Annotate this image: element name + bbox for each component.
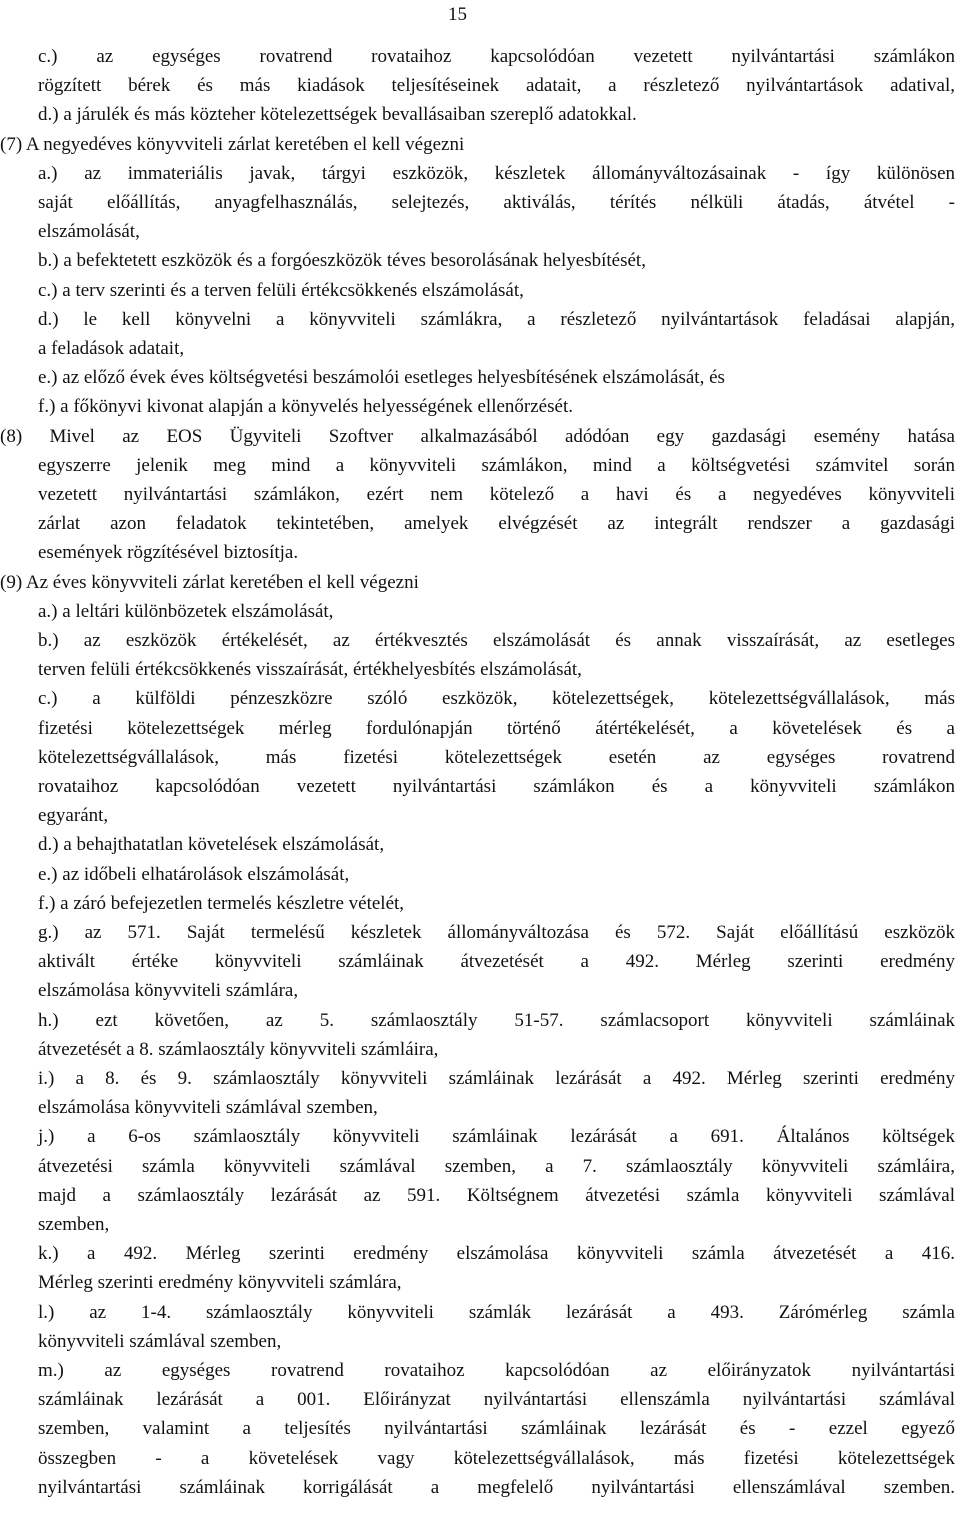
text-line: szemben, valamint a teljesítés nyilvántartási számláinak lezárását és - ezzel egyező (38, 1418, 955, 1440)
text-line: zárlat azon feladatok tekintetében, amelyek elvégzését az integrált rendszer a gazdasági (38, 513, 955, 535)
text-line: kötelezettségvállalások, más fizetési kötelezettségek esetén az egységes rovatrend (38, 746, 955, 768)
text-line: fizetési kötelezettségek mérleg fordulónapján történő átértékelését, a követelések és a (38, 717, 955, 739)
text-line: (9) Az éves könyvviteli zárlat keretében el kell végezni (0, 571, 419, 593)
text-line: c.) a külföldi pénzeszközre szóló eszközök, kötelezettségek, kötelezettségvállalások, más (38, 688, 955, 710)
text-line: b.) az eszközök értékelését, az értékvesztés elszámolását és annak visszaírását, az esetleges (38, 630, 955, 651)
text-line: d.) le kell könyvelni a könyvviteli számlákra, a részletező nyilvántartások feladásai alapján, (38, 308, 955, 330)
text-line: szemben, (38, 1214, 110, 1235)
text-line: (8) Mivel az EOS Ügyviteli Szoftver alkalmazásából adódóan egy gazdasági esemény hatása (0, 425, 955, 447)
page-number: 15 (448, 4, 467, 25)
text-line: események rögzítésével biztosítja. (38, 542, 299, 564)
text-line: elszámolása könyvviteli számlával szemben, (38, 1097, 378, 1119)
text-line: b.) a befektetett eszközök és a forgóeszközök téves besorolásának helyesbítését, (38, 250, 646, 272)
text-line: e.) az előző évek éves költségvetési beszámolói esetleges helyesbítésének elszámolását, és (38, 367, 725, 389)
text-line: f.) a záró befejezetlen termelés készletre vételét, (38, 892, 405, 914)
text-line: Mérleg szerinti eredmény könyvviteli számlára, (38, 1272, 402, 1294)
text-line: átvezetését a 8. számlaosztály könyvviteli számláira, (38, 1038, 439, 1060)
text-line: d.) a behajthatatlan követelések elszámolását, (38, 834, 385, 856)
text-line: egyszerre jelenik meg mind a könyvviteli számlákon, mind a költségvetési számvitel során (38, 454, 955, 476)
text-line: l.) az 1-4. számlaosztály könyvviteli számlák lezárását a 493. Zárómérleg számla (38, 1301, 955, 1323)
text-line: e.) az időbeli elhatárolások elszámolását, (38, 863, 350, 885)
text-line: c.) az egységes rovatrend rovataihoz kapcsolódóan vezetett nyilvántartási számlákon (38, 46, 955, 67)
text-line: elszámolása könyvviteli számlára, (38, 980, 299, 1002)
text-line: átvezetési számla könyvviteli számlával szemben, a 7. számlaosztály könyvviteli számláira, (38, 1155, 955, 1177)
text-line: a feladások adatait, (38, 338, 185, 359)
text-line: k.) a 492. Mérleg szerinti eredmény elszámolása könyvviteli számla átvezetését a 416. (38, 1243, 955, 1265)
text-line: (7) A negyedéves könyvviteli zárlat keretében el kell végezni (0, 133, 465, 155)
text-line: könyvviteli számlával szemben, (38, 1330, 282, 1352)
text-line: g.) az 571. Saját termelésű készletek állományváltozása és 572. Saját előállítású eszközök (38, 922, 955, 943)
text-line: j.) a 6-os számlaosztály könyvviteli számláinak lezárását a 691. Általános költségek (38, 1126, 955, 1148)
text-line: egyaránt, (38, 805, 109, 827)
text-line: a.) az immateriális javak, tárgyi eszközök, készletek állományváltozásainak - így különösen (38, 162, 955, 184)
text-line: rögzített bérek és más kiadások teljesítéseinek adatait, a részletező nyilvántartások adatival, (38, 75, 955, 97)
text-line: saját előállítás, anyagfelhasználás, selejtezés, aktiválás, térítés nélküli átadás, átvétel - (38, 192, 955, 213)
text-line: nyilvántartási számláinak korrigálását a megfelelő nyilvántartási ellenszámlával szemben. (38, 1476, 955, 1498)
text-line: majd a számlaosztály lezárását az 591. Költségnem átvezetési számla könyvviteli számlával (38, 1184, 955, 1206)
text-line: számláinak lezárását a 001. Előirányzat nyilvántartási ellenszámla nyilvántartási számlával (38, 1389, 955, 1411)
text-line: összegben - a követelések vagy kötelezettségvállalások, más fizetési kötelezettségek (38, 1447, 955, 1469)
text-line: aktivált értéke könyvviteli számláinak átvezetését a 492. Mérleg szerinti eredmény (38, 951, 955, 973)
text-line: h.) ezt követően, az 5. számlaosztály 51-57. számlacsoport könyvviteli számláinak (38, 1009, 955, 1031)
text-line: i.) a 8. és 9. számlaosztály könyvviteli számláinak lezárását a 492. Mérleg szerinti eredmény (38, 1068, 955, 1089)
text-line: terven felüli értékcsökkenés visszaírását, értékhelyesbítés elszámolását, (38, 659, 582, 681)
text-line: elszámolását, (38, 221, 140, 243)
text-line: d.) a járulék és más közteher kötelezettségek bevallásaiban szereplő adatokkal. (38, 104, 637, 126)
text-line: m.) az egységes rovatrend rovataihoz kapcsolódóan az előirányzatok nyilvántartási (38, 1360, 955, 1381)
text-line: f.) a főkönyvi kivonat alapján a könyvelés helyességének ellenőrzését. (38, 396, 573, 418)
text-line: vezetett nyilvántartási számlákon, ezért nem kötelező a havi és a negyedéves könyvviteli (38, 484, 955, 505)
text-line: c.) a terv szerinti és a terven felüli értékcsökkenés elszámolását, (38, 279, 524, 301)
text-line: a.) a leltári különbözetek elszámolását, (38, 600, 334, 622)
text-line: rovataihoz kapcsolódóan vezetett nyilvántartási számlákon és a könyvviteli számlákon (38, 776, 955, 797)
